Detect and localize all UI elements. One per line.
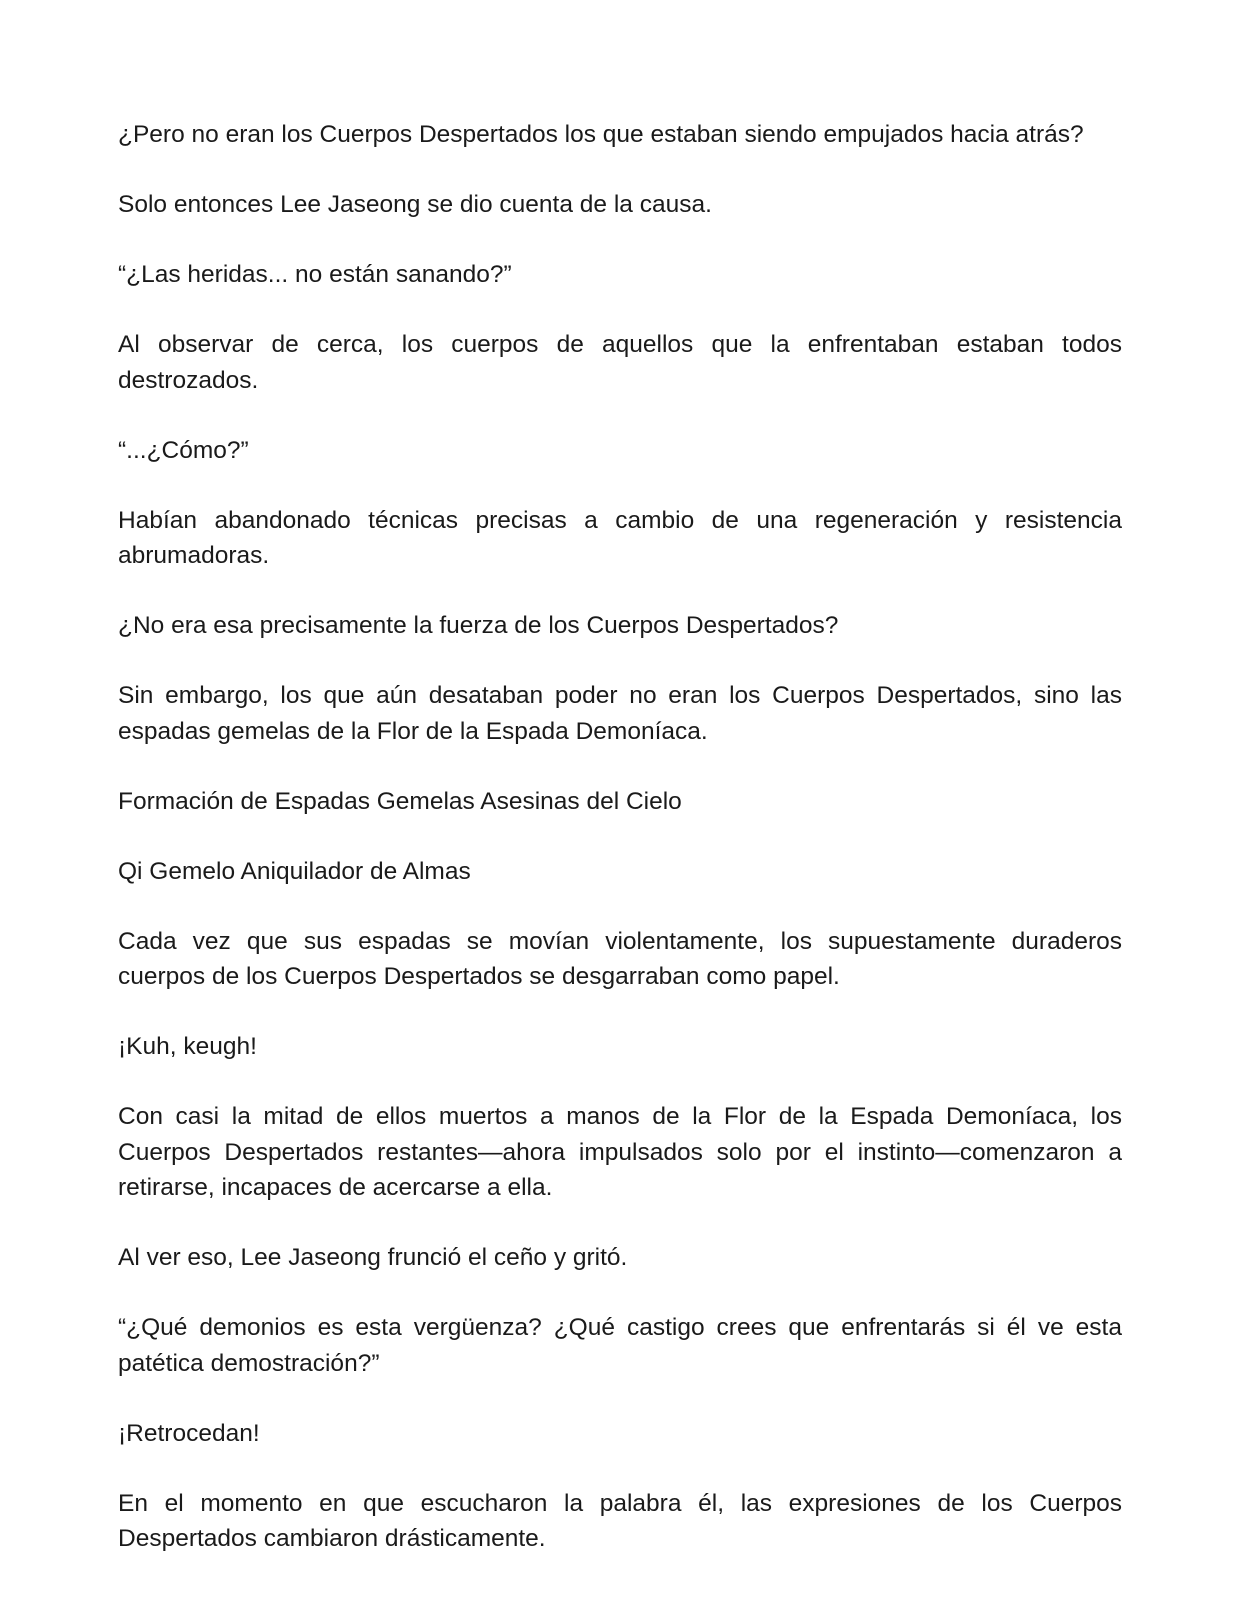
paragraph: ¡Retrocedan! — [118, 1419, 260, 1447]
paragraph: ¡Kuh, keugh! — [118, 1033, 257, 1060]
paragraph: Qi Gemelo Aniquilador de Almas — [118, 857, 471, 885]
paragraph: Formación de Espadas Gemelas Asesinas del Cielo — [118, 787, 682, 815]
paragraph: Sin embargo, los que aún desataban poder no eran los Cuerpos Despertados, sino las espadas gemelas de la Flor de la Espada Demoníaca. — [118, 682, 1122, 745]
paragraph: Habían abandonado técnicas precisas a cambio de una regeneración y resistencia abrumadoras. — [118, 506, 1122, 569]
paragraph: ¿No era esa precisamente la fuerza de los Cuerpos Despertados? — [118, 612, 839, 639]
paragraph: Cada vez que sus espadas se movían violentamente, los supuestamente duraderos cuerpos de los Cuerpos Despertados se desgarraban como papel. — [118, 927, 1122, 990]
paragraph: “¿Las heridas... no están sanando?” — [118, 261, 512, 288]
paragraph: Solo entonces Lee Jaseong se dio cuenta de la causa. — [118, 191, 712, 218]
paragraph: Con casi la mitad de ellos muertos a manos de la Flor de la Espada Demoníaca, los Cuerpos Despertados restantes—ahora impulsados solo por el instinto—comenzaron a retirarse, incapaces de acercarse a ella. — [118, 1103, 1122, 1201]
paragraph: Al observar de cerca, los cuerpos de aquellos que la enfrentaban estaban todos destrozados. — [118, 331, 1122, 394]
paragraph: ¿Pero no eran los Cuerpos Despertados los que estaban siendo empujados hacia atrás? — [118, 121, 1084, 148]
document-body — [118, 117, 1122, 1591]
paragraph: “...¿Cómo?” — [118, 436, 249, 464]
paragraph: “¿Qué demonios es esta vergüenza? ¿Qué castigo crees que enfrentarás si él ve esta patética demostración?” — [118, 1314, 1122, 1377]
paragraph: En el momento en que escucharon la palabra él, las expresiones de los Cuerpos Despertados cambiaron drásticamente. — [118, 1489, 1122, 1552]
paragraph: Al ver eso, Lee Jaseong frunció el ceño y gritó. — [118, 1244, 628, 1271]
